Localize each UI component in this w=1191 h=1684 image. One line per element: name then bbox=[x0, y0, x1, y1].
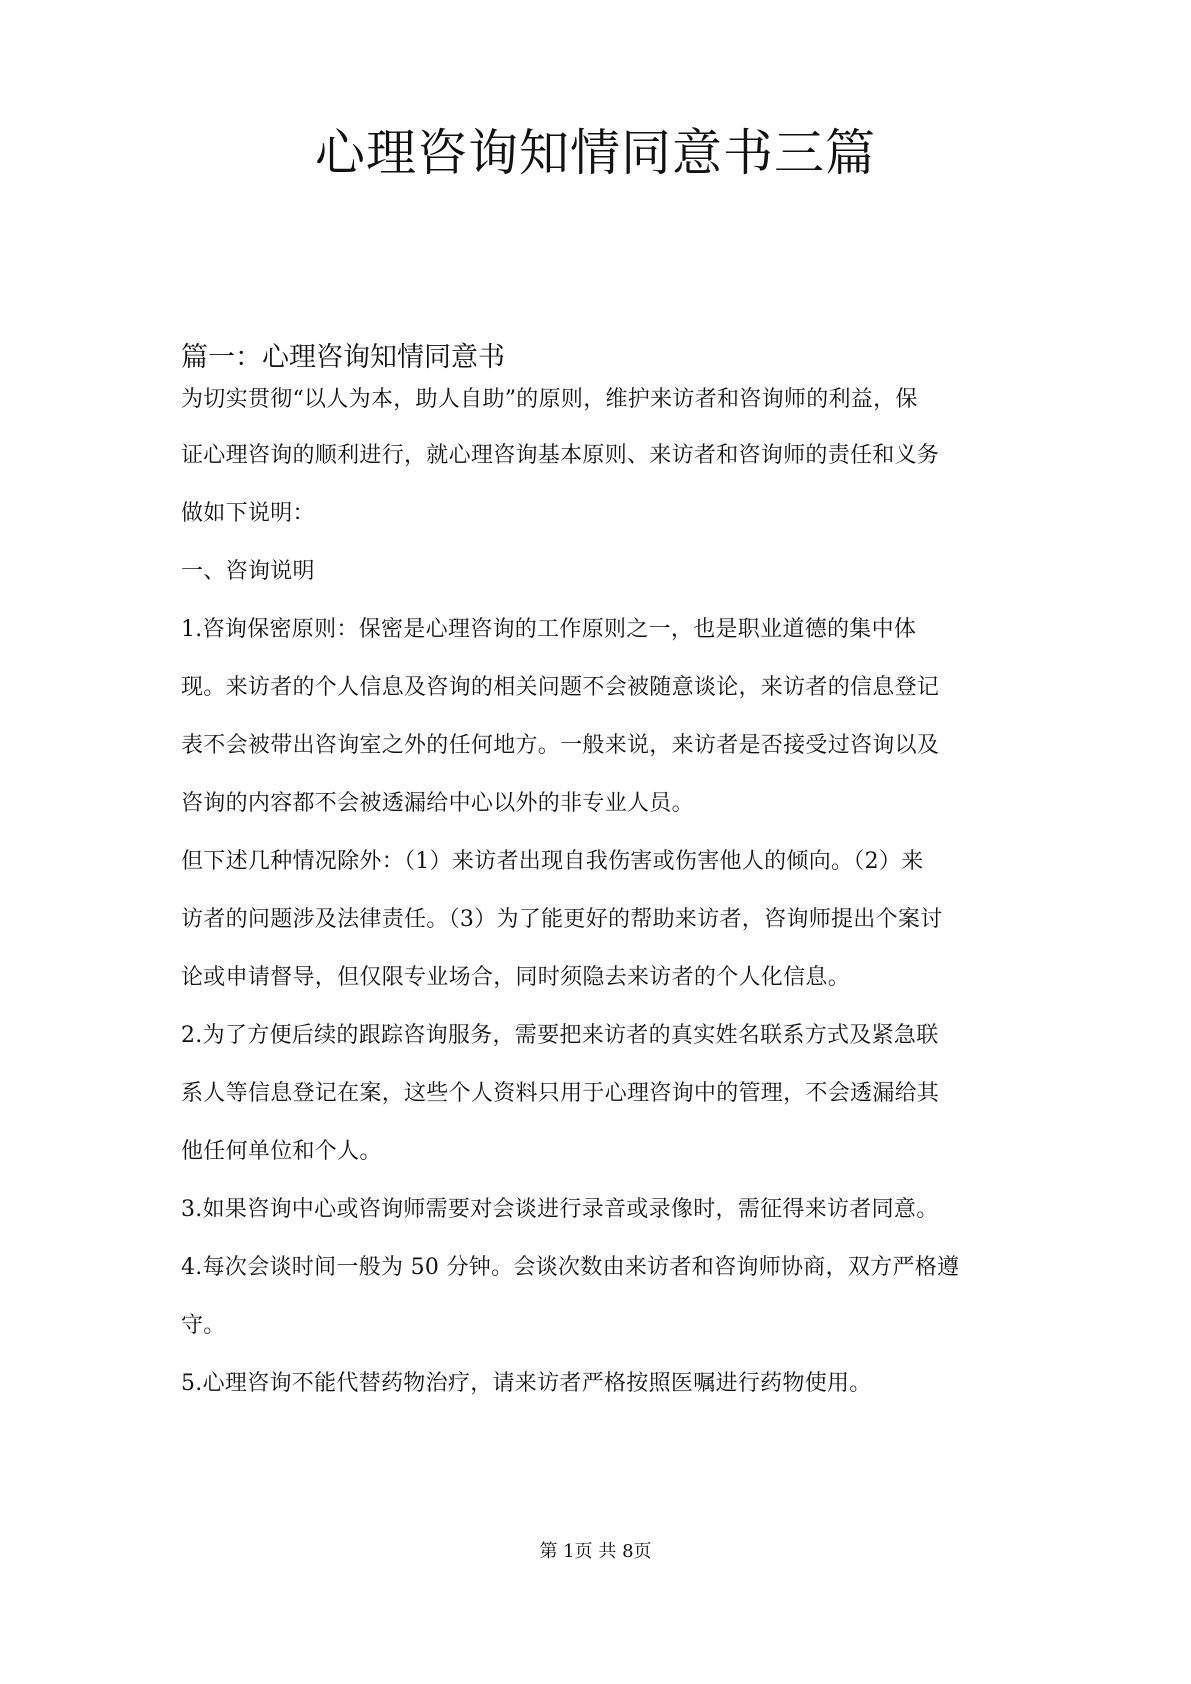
body-line: 1.咨询保密原则：保密是心理咨询的工作原则之一，也是职业道德的集中体 bbox=[181, 617, 917, 642]
section-heading: 篇一：心理咨询知情同意书 bbox=[181, 342, 505, 373]
body-line: 系人等信息登记在案，这些个人资料只用于心理咨询中的管理，不会透漏给其 bbox=[181, 1081, 940, 1106]
body-line: 证心理咨询的顺利进行，就心理咨询基本原则、来访者和咨询师的责任和义务 bbox=[181, 443, 940, 468]
body-line: 论或申请督导，但仅限专业场合，同时须隐去来访者的个人化信息。 bbox=[181, 965, 851, 990]
body-line: 2.为了方便后续的跟踪咨询服务，需要把来访者的真实姓名联系方式及紧急联 bbox=[181, 1023, 939, 1048]
body-line: 5.心理咨询不能代替药物治疗，请来访者严格按照医嘱进行药物使用。 bbox=[181, 1371, 872, 1396]
body-line: 做如下说明： bbox=[181, 501, 315, 526]
body-line: 但下述几种情况除外：（1）来访者出现自我伤害或伤害他人的倾向。（2）来 bbox=[181, 849, 924, 874]
body-line: 3.如果咨询中心或咨询师需要对会谈进行录音或录像时，需征得来访者同意。 bbox=[181, 1197, 939, 1222]
body-line: 访者的问题涉及法律责任。（3）为了能更好的帮助来访者，咨询师提出个案讨 bbox=[181, 907, 943, 932]
body-line: 表不会被带出咨询室之外的任何地方。一般来说，来访者是否接受过咨询以及 bbox=[181, 733, 940, 758]
document-title: 心理咨询知情同意书三篇 bbox=[315, 124, 876, 182]
body-line: 他任何单位和个人。 bbox=[181, 1139, 382, 1164]
page-number-footer: 第 1页 共 8页 bbox=[539, 1541, 652, 1562]
body-line: 为切实贯彻“以人为本，助人自助”的原则，维护来访者和咨询师的利益，保 bbox=[181, 387, 918, 412]
body-line: 4.每次会谈时间一般为 50 分钟。会谈次数由来访者和咨询师协商，双方严格遵 bbox=[181, 1255, 960, 1280]
body-line: 守。 bbox=[181, 1313, 226, 1338]
subsection-heading: 一、咨询说明 bbox=[181, 559, 315, 584]
body-line: 咨询的内容都不会被透漏给中心以外的非专业人员。 bbox=[181, 791, 694, 816]
body-line: 现。来访者的个人信息及咨询的相关问题不会被随意谈论，来访者的信息登记 bbox=[181, 675, 940, 700]
